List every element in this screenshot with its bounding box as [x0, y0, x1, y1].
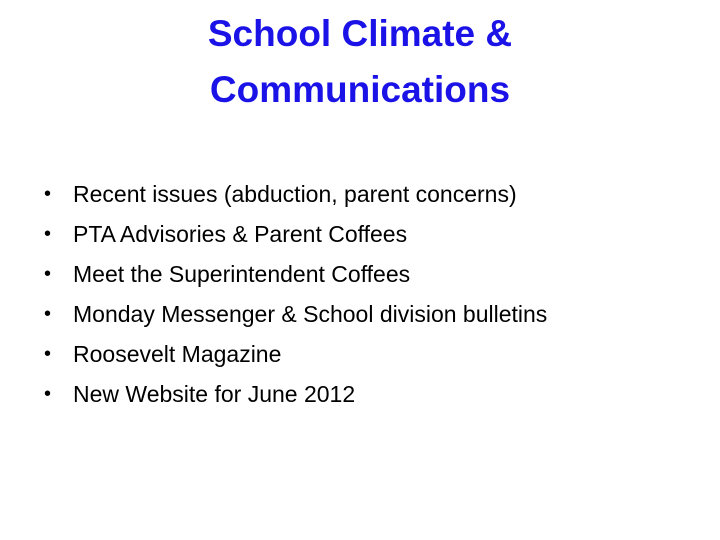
bullet-icon: • [44, 263, 52, 285]
bullet-text: PTA Advisories & Parent Coffees [73, 221, 408, 247]
slide-title-line-1: School Climate & [207, 13, 513, 54]
bullet-text: Monday Messenger & School division bulletins [73, 301, 548, 327]
bullet-text: Meet the Superintendent Coffees [73, 261, 411, 287]
slide-title [60, 6, 660, 118]
bullet-text: New Website for June 2012 [73, 381, 356, 407]
bullet-item [44, 174, 547, 214]
bullet-text: Roosevelt Magazine [73, 341, 282, 367]
bullet-item [44, 374, 547, 414]
bullet-item [44, 214, 547, 254]
bullet-icon: • [44, 223, 52, 245]
bullet-list [44, 174, 547, 414]
bullet-icon: • [44, 383, 52, 405]
bullet-icon: • [44, 183, 52, 205]
bullet-item [44, 294, 547, 334]
bullet-icon: • [44, 343, 52, 365]
bullet-item [44, 254, 547, 294]
bullet-item [44, 334, 547, 374]
bullet-text: Recent issues (abduction, parent concerns) [73, 181, 517, 207]
bullet-icon: • [44, 303, 52, 325]
slide-title-line-2: Communications [209, 69, 511, 110]
